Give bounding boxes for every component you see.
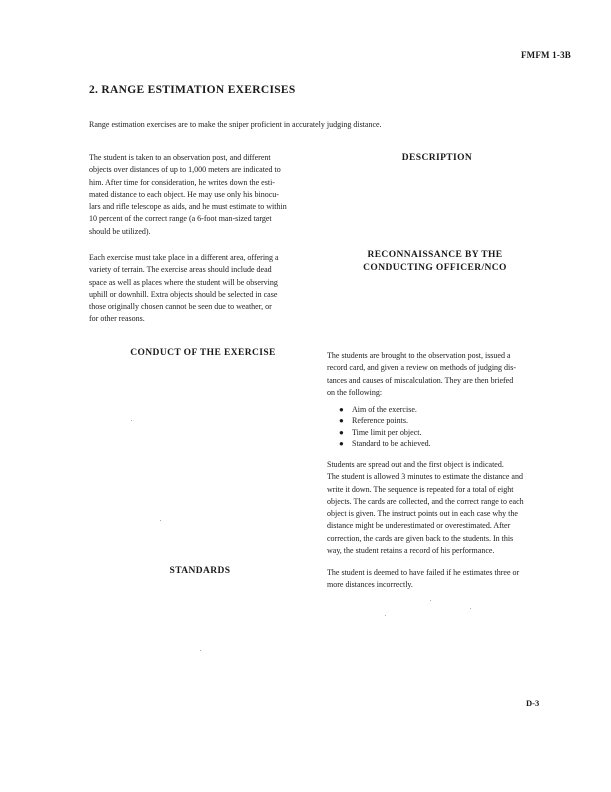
bullet-dot-icon: ● <box>339 405 344 414</box>
description-heading: DESCRIPTION <box>401 153 473 163</box>
bullet-item: ● Reference points. <box>339 416 408 426</box>
reconnaissance-heading-line: RECONNAISSANCE BY THE <box>367 250 503 260</box>
bullet-dot-icon: ● <box>339 439 344 449</box>
document-id: FMFM 1-3B <box>520 50 571 60</box>
reconnaissance-heading <box>340 249 530 275</box>
conduct-line: object is given. The instruct points out in each case why the <box>327 509 518 519</box>
conduct-line: way, the student retains a record of his performance. <box>327 546 495 556</box>
bullet-item: ● Aim of the exercise. <box>339 405 417 414</box>
standards-text <box>327 567 563 592</box>
section-intro: Range estimation exercises are to make the sniper proficient in accurately judging distance. <box>89 120 382 129</box>
standards-line: The student is deemed to have failed if he estimates three or <box>327 568 520 577</box>
reconnaissance-heading-line: CONDUCTING OFFICER/NCO <box>363 263 507 273</box>
description-line: lars and rifle telescope as aids, and he must estimate to within <box>89 202 287 212</box>
description-line: objects over distances of up to 1,000 meters are indicated to <box>89 165 281 175</box>
reconnaissance-line: variety of terrain. The exercise areas should include dead <box>89 265 272 275</box>
reconnaissance-line: Each exercise must take place in a different area, offering a <box>89 253 279 262</box>
description-text <box>89 152 319 238</box>
conduct-line: record card, and given a review on methods of judging dis- <box>327 363 517 373</box>
conduct-intro-text <box>327 350 563 399</box>
conduct-line: The students are brought to the observation post, issued a <box>327 351 511 360</box>
reconnaissance-text <box>89 252 319 326</box>
description-line: 10 percent of the correct range (a 6-foot man-sized target <box>89 214 272 224</box>
conduct-line: distance might be underestimated or overestimated. After <box>327 521 511 531</box>
conduct-line: Students are spread out and the first object is indicated. <box>327 460 504 469</box>
description-line: The student is taken to an observation post, and different <box>89 153 271 162</box>
conduct-detail-text <box>327 459 563 557</box>
bullet-item: ● Time limit per object. <box>339 427 422 437</box>
conduct-line: write it down. The sequence is repeated for a total of eight <box>327 484 514 494</box>
bullet-dot-icon: ● <box>339 416 344 426</box>
section-title: 2. RANGE ESTIMATION EXERCISES <box>89 84 296 96</box>
description-line: mated distance to each object. He may use only his binocu- <box>89 189 279 199</box>
bullet-dot-icon: ● <box>339 427 344 437</box>
description-line: him. After time for consideration, he writes down the esti- <box>89 177 275 187</box>
reconnaissance-line: those originally chosen cannot be seen due to weather, or <box>89 302 272 312</box>
description-line: should be utilized). <box>89 226 151 236</box>
standards-line: more distances incorrectly. <box>327 580 413 590</box>
reconnaissance-line: uphill or downhill. Extra objects should be selected in case <box>89 289 278 299</box>
reconnaissance-line: for other reasons. <box>89 314 145 324</box>
standards-heading: STANDARDS <box>169 566 231 576</box>
conduct-line: tances and causes of miscalculation. They are then briefed <box>327 375 514 385</box>
conduct-heading: CONDUCT OF THE EXERCISE <box>130 348 276 358</box>
bullet-item: ● Standard to be achieved. <box>339 439 431 449</box>
page-number: D-3 <box>526 698 540 708</box>
conduct-bullet-list <box>339 404 539 450</box>
conduct-line: objects. The cards are collected, and the correct range to each <box>327 496 524 506</box>
conduct-line: The student is allowed 3 minutes to estimate the distance and <box>327 472 523 482</box>
reconnaissance-line: space as well as places where the student will be observing <box>89 277 278 287</box>
conduct-line: on the following: <box>327 387 383 397</box>
conduct-line: correction, the cards are given back to the students. In this <box>327 533 514 543</box>
